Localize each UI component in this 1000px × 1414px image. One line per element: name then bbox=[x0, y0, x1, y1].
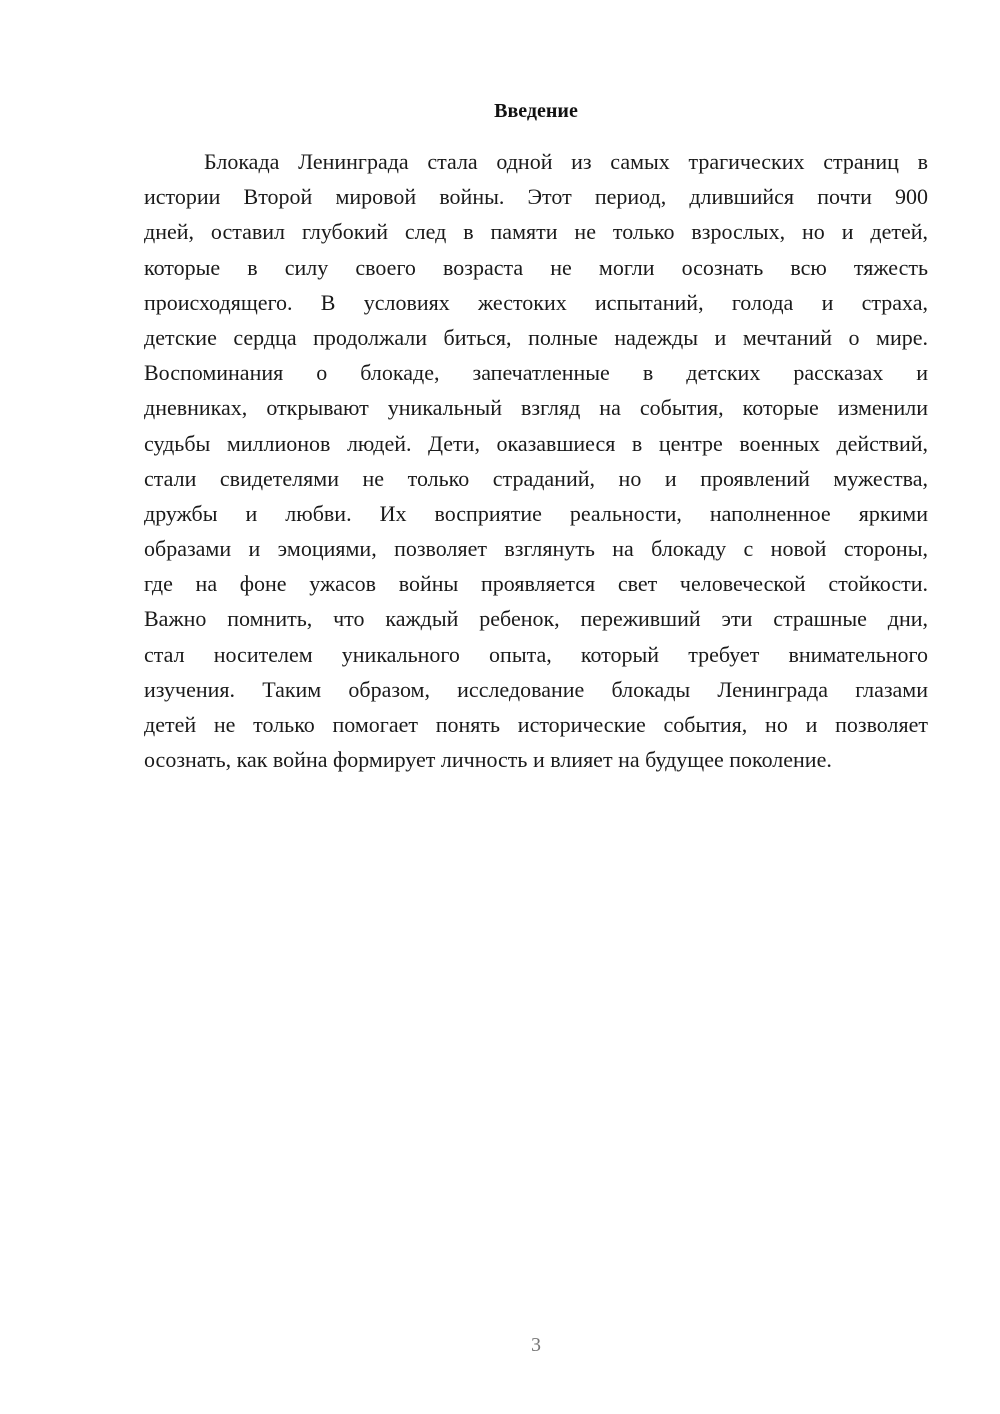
paragraph-line: Блокада Ленинграда стала одной из самых трагических страниц в bbox=[204, 149, 928, 174]
page-number: 3 bbox=[531, 1334, 541, 1356]
paragraph-line: судьбы миллионов людей. Дети, оказавшиеся в центре военных действий, bbox=[144, 430, 928, 456]
paragraph-line: которые в силу своего возраста не могли осознать всю тяжесть bbox=[144, 254, 928, 280]
paragraph-line: стали свидетелями не только страданий, но и проявлений мужества, bbox=[144, 465, 928, 491]
paragraph-line: изучения. Таким образом, исследование блокады Ленинграда глазами bbox=[144, 676, 928, 702]
paragraph-line: дневниках, открывают уникальный взгляд на события, которые изменили bbox=[144, 395, 928, 421]
paragraph-line: происходящего. В условиях жестоких испытаний, голода и страха, bbox=[144, 289, 928, 315]
paragraph-line: детей не только помогает понять исторические события, но и позволяет bbox=[144, 712, 928, 737]
paragraph-line: истории Второй мировой войны. Этот период, длившийся почти 900 bbox=[144, 184, 928, 210]
section-heading: Введение bbox=[494, 100, 578, 122]
paragraph-line: дружбы и любви. Их восприятие реальности, наполненное яркими bbox=[144, 500, 928, 526]
paragraph-line: детские сердца продолжали биться, полные надежды и мечтаний о мире. bbox=[144, 324, 928, 350]
paragraph-line: осознать, как война формирует личность и влияет на будущее поколение. bbox=[144, 747, 832, 773]
paragraph-line: дней, оставил глубокий след в памяти не только взрослых, но и детей, bbox=[144, 219, 928, 245]
paragraph-line: стал носителем уникального опыта, который требует внимательного bbox=[144, 641, 928, 667]
paragraph-line: где на фоне ужасов войны проявляется свет человеческой стойкости. bbox=[144, 571, 928, 597]
paragraph-line: образами и эмоциями, позволяет взглянуть на блокаду с новой стороны, bbox=[144, 536, 928, 562]
paragraph-line: Воспоминания о блокаде, запечатленные в детских рассказах и bbox=[144, 360, 928, 386]
paragraph-line: Важно помнить, что каждый ребенок, переживший эти страшные дни, bbox=[144, 606, 928, 632]
body-paragraph bbox=[144, 144, 928, 777]
